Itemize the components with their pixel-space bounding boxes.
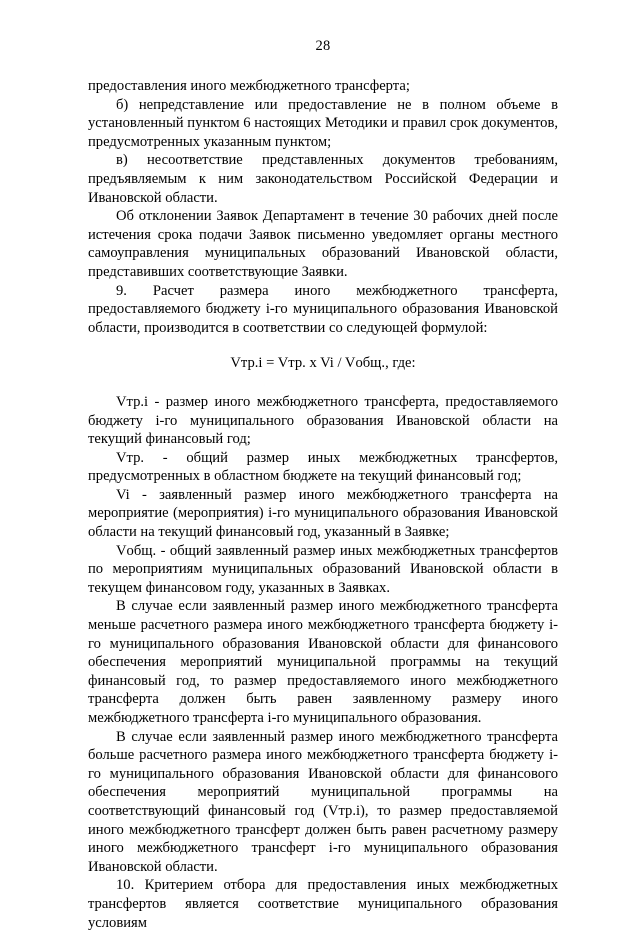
paragraph-5: 9. Расчет размера иного межбюджетного трансферта, предоставляемого бюджету i-го муниципального образования Ивановской области, производится в соответствии со следующей формулой: — [88, 282, 558, 336]
paragraph-11: В случае если заявленный размер иного межбюджетного трансферта больше расчетного размера иного межбюджетного трансферта бюджету i-го муниципального образования Ивановской области для финансового обеспечения мероприятий муниципальной программы на соответствующий финансовый год (Vтр.i), то размер предоставляемой иного межбюджетного трансферт должен быть равен расчетному размеру иного межбюджетного трансферт i-го муниципального образования Ивановской области. — [88, 728, 558, 875]
page-number: 28 — [315, 38, 331, 54]
paragraph-2: б) непредставление или предоставление не в полном объеме в установленный пунктом 6 настоящих Методики и правил срок документов, предусмотренных указанным пунктом; — [88, 96, 558, 150]
paragraph-10: В случае если заявленный размер иного межбюджетного трансферта меньше расчетного размера иного межбюджетного трансферта бюджету i-го муниципального образования Ивановской области для финансового обеспечения мероприятий муниципальной программы на текущий финансовый год, то размер предоставляемого иного межбюджетного трансферта должен быть равен заявленному размеру иного межбюджетного трансферта i-го муниципального образования. — [88, 598, 558, 726]
formula: Vтр.i = Vтр. x Vi / Vобщ., где: — [230, 355, 416, 372]
paragraph-9: Vобщ. - общий заявленный размер иных межбюджетных трансфертов по мероприятиям муниципальных образований Ивановской области в текущем финансовом году, указанных в Заявках. — [88, 542, 558, 596]
paragraph-12: 10. Критерием отбора для предоставления иных межбюджетных трансфертов является соответствие муниципального образования условиям — [88, 877, 558, 931]
paragraph-4: Об отклонении Заявок Департамент в течение 30 рабочих дней после истечения срока подачи Заявок письменно уведомляет органы местного самоуправления муниципальных образований Ивановской области, представивших соответствующие Заявки. — [88, 208, 558, 280]
paragraph-6: Vтр.i - размер иного межбюджетного трансферта, предоставляемого бюджету i-го муниципального образования Ивановской области на текущий финансовый год; — [88, 393, 558, 448]
paragraph-8: Vi - заявленный размер иного межбюджетного трансферта на мероприятие (мероприятия) i-го муниципального образования Ивановской области на текущий финансовый год, указанный в Заявке; — [88, 486, 558, 541]
paragraph-7: Vтр. - общий размер иных межбюджетных трансфертов, предусмотренных в областном бюджете на текущий финансовый год; — [88, 449, 558, 485]
document-body — [88, 77, 558, 932]
paragraph-1: предоставления иного межбюджетного трансферта; — [88, 78, 410, 94]
paragraph-3: в) несоответствие представленных документов требованиям, предъявляемым к ним законодательством Российской Федерации и Ивановской области. — [88, 152, 558, 206]
